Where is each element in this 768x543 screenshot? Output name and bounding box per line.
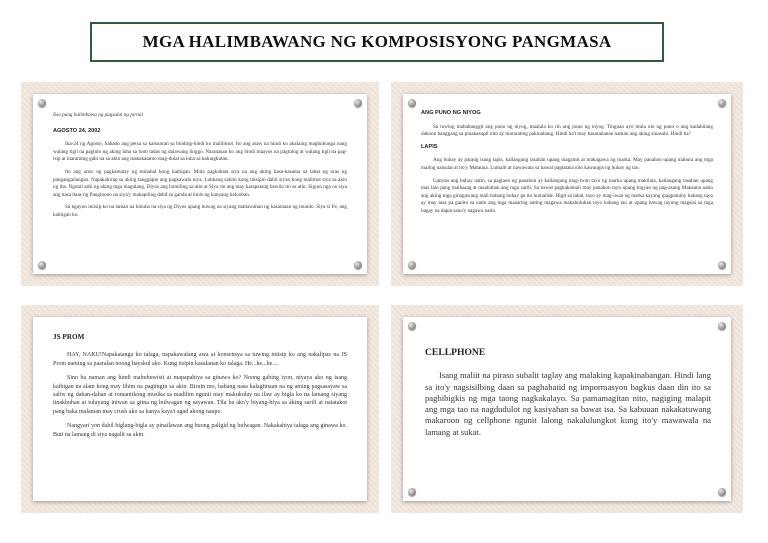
- journal-paragraph: Ito ang araw ng pagkamatay ng minahal kong kaibigan. Mula pagkabata siya na ang aking kasa-kasama sa lahat ng oras ng pangangailangan. Napakahirap sa aking tanggapin ang pagkawala niya. Lubhang sakim kong inisipin dahil siyan kong malimot siya sa akin ng iba. Ngunit sabi ng aking mga magulang, Diyos ang humiling sa atin at Siya rin ang may karapatang bawiin ito sa atin. Siguro nga oo siya ang nasa itaas ng Panginoon na siya'y makapiling dahil sa ganda at kinis ng kanyang kalooban.: [53, 168, 347, 198]
- lapis-heading: LAPIS: [421, 143, 438, 150]
- niyog-lapis-paper: [403, 94, 731, 274]
- pin-icon: [408, 488, 416, 496]
- panel-niyog-lapis: [391, 82, 743, 286]
- js-prom-paragraph: Nangyari yon dahil biglang-bigla ay pinailawan ang buong paligid ng bulwagan. Nakakahiya talaga ang ginawa ko. Buti na lamang di siya nagalit sa akin.: [53, 423, 347, 438]
- pin-icon: [408, 99, 416, 107]
- journal-subtitle: Iisa pang halimbawa ng pagsulat ng jornal: [53, 112, 143, 118]
- js-prom-heading: JS PROM: [53, 333, 85, 341]
- pin-icon: [38, 99, 46, 107]
- panel-journal: [21, 82, 379, 286]
- lapis-paragraph: Ang buhay ay parang isang lapis, kailangang tasahan upang magamit at makagawa ng marka. May panahon upang mabura ang mga maling naisulat at ito'y Matauna. Lumalit at nawawala sa bawat pagtatasa nito kawangis ng buhay ng tao.: [421, 157, 713, 171]
- pin-icon: [38, 261, 46, 269]
- journal-date: AGOSTO 24, 2002: [53, 127, 101, 134]
- pin-icon: [718, 99, 726, 107]
- js-prom-paragraph: HAY, NAKU!Napakatanga ko talaga, napakawalang awa at konsensya sa tuwing iniisip ko ang nakalipas na JS Prom naming sa paaralan noong hayskul ako. Kung iisipin kasalanan ko talaga. He...he...he....: [53, 352, 347, 367]
- pin-icon: [354, 99, 362, 107]
- title-box: [90, 22, 664, 62]
- journal-paragraph: Ika-24 ng Agosto, Sabado ang petsa sa kalsunran sa binding-hindi ko malilimot. Ito ang araw na hindi ko akalaing magbubunga nang walang tigil na pagtulo ng aking luha sa loob ladas ng dalawang linggo. Naranasan ko ang hindi maayos na pagtulog at walang tigil na pag-isip at maraming gabi na sa akin ang makakatamo mag-dulal sa luha sa kalungkutan.: [53, 141, 347, 163]
- cellphone-heading: CELLPHONE: [425, 347, 486, 358]
- js-prom-paragraph: Sino ba naman ang hindi mabubuwisit at mapapahiya sa ginawa ko? Noong gabing iyon, niyaya ako ng isang kaibigan na alam kong may lihim na pagtingin sa akin. Biruin mo, habang nasa kalagitnaan na ng aming pagsasayaw sa saliw ng dahan-dahan at romantikong musika sa madilim ngunit may makukulay na ilaw ay bigla ko na lamang siyang tinakbuhan at tuluyang iniwan sa gitna ng bulwagan ng sayawan. Tila ba ako'y biyang-biya sa aking sarili at natatakot pang baka malaman may crush ako sa kanya kaya't agad akong naupo.: [53, 375, 347, 415]
- js-prom-paper: [33, 317, 367, 501]
- pin-icon: [718, 322, 726, 330]
- niyog-heading: ANG PUNO NG NIYOG: [421, 110, 481, 116]
- page-title: MGA HALIMBAWANG NG KOMPOSISYONG PANGMASA: [142, 32, 612, 51]
- journal-paper: [33, 94, 367, 274]
- niyog-paragraph: Sa tuwing mababanggit ang puno ng niyog, maalala ko rin ang puno ng niyog. Tinguan ayo mula ulo ng puno o ang kadahilang dahoon hanggang sa pinakasupil nito ay mararating pakinabang. Hindi ba't may kasarahanan naman ang aking sinasabi. Hindi ba?: [421, 123, 713, 138]
- pin-icon: [354, 261, 362, 269]
- cellphone-paper: [403, 317, 731, 501]
- panel-js-prom: [21, 305, 379, 513]
- pin-icon: [408, 261, 416, 269]
- pin-icon: [718, 488, 726, 496]
- pin-icon: [718, 261, 726, 269]
- pin-icon: [408, 322, 416, 330]
- lapis-paragraph: Ganyan ang buhay natin, sa paglaon ng panahon ay kailangang mag-iwan tayo ng marka upang makilala, kailangang tasahan upang mas lalo pang maihasag at maabuhan ang mga sarili. Sa bawat pagkakamali may panahon tayo upang bigyan ng pag-asang Makauna natin ang aking mga ginagawang mali habang buhay pa ito humalide. Higit sa lahat, tayo ay mag-iwan ng marka kayang ipagpatuloy habang tayo ay may tasa pa ganito sa natin ang mga maaaring nating magawa makabuluhan tayo habang tao at upang hawag tayong magsisi sa mga bagay na dapat sana'y nagawa natin.: [421, 177, 713, 214]
- cellphone-paragraph: Isang maliit na piraso subalit taglay ang malaking kapakinabangan. Hindi lang sa ito'y nagsisilbing daan sa paghahatid ng impormasyon bagkus daan din ito sa pagbibigkis ng mga taong nagkakalayo. Sa pamamagitan nito, nagiging malapit ang mga tao na nagdudulot ng kasiyahan sa bawat isa. Sa kabuuan nakakatuwang makaroon ng cellphone ngunit lalong nakalulungkot kung ito'y mawawala na lamang at sukat.: [425, 370, 711, 437]
- panel-cellphone: [391, 305, 743, 513]
- journal-paragraph: Sa ngayon iniisip ko na laman na kinuha na siya ng Diyos upang huwag na siyang mahawahan ng kasamaan ng mundo. Siya si Fe, ang kaibigan ko.: [53, 204, 347, 218]
